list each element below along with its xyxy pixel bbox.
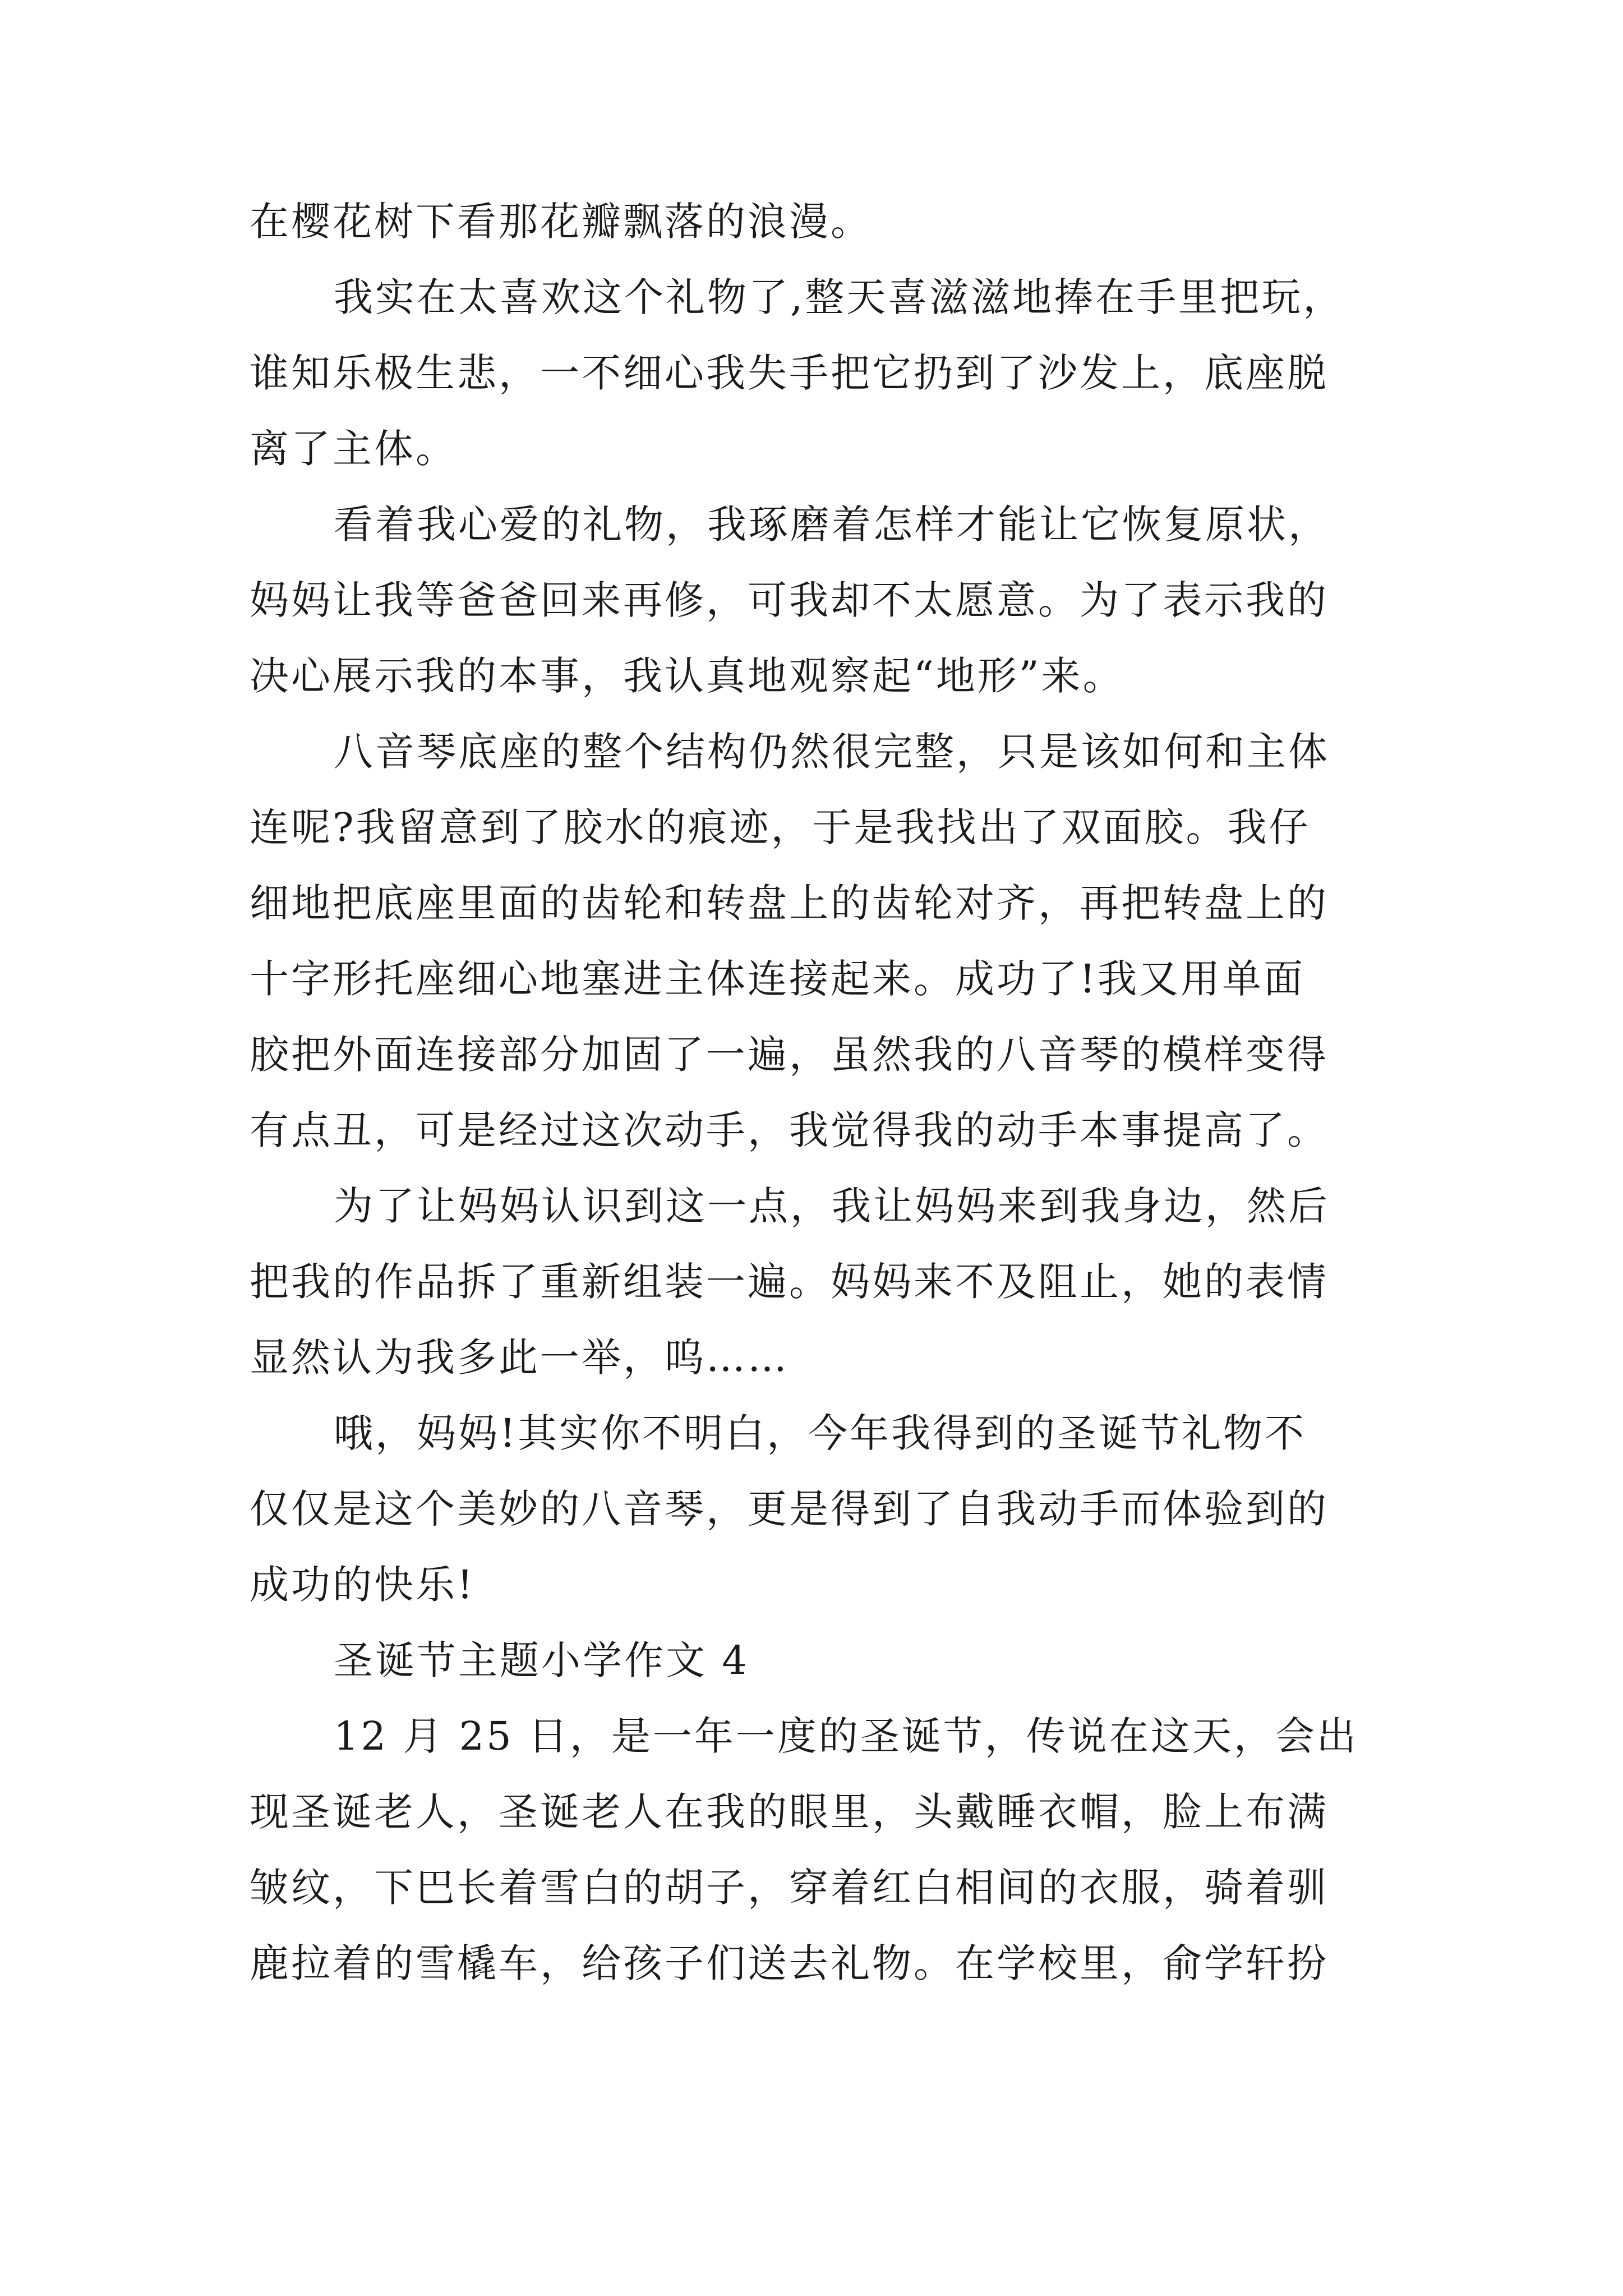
text-line: 细地把底座里面的齿轮和转盘上的齿轮对齐，再把转盘上的	[250, 880, 1329, 926]
section-heading: 圣诞节主题小学作文 4	[334, 1637, 749, 1683]
text-line: 把我的作品拆了重新组装一遍。妈妈来不及阻止，她的表情	[250, 1259, 1329, 1305]
paragraph-start-line: 12 月 25 日，是一年一度的圣诞节，传说在这天，会出	[334, 1713, 1358, 1759]
paragraph-start-line: 为了让妈妈认识到这一点，我让妈妈来到我身边，然后	[334, 1183, 1330, 1229]
text-line: 胶把外面连接部分加固了一遍，虽然我的八音琴的模样变得	[250, 1032, 1329, 1078]
text-line: 连呢?我留意到了胶水的痕迹，于是我找出了双面胶。我仔	[250, 804, 1311, 850]
text-line: 十字形托座细心地塞进主体连接起来。成功了!我又用单面	[250, 956, 1306, 1002]
text-line: 成功的快乐!	[250, 1562, 476, 1608]
paragraph-start-line: 哦，妈妈!其实你不明白，今年我得到的圣诞节礼物不	[334, 1410, 1307, 1456]
text-line: 现圣诞老人，圣诞老人在我的眼里，头戴睡衣帽，脸上布满	[250, 1789, 1329, 1835]
text-line: 妈妈让我等爸爸回来再修，可我却不太愿意。为了表示我的	[250, 577, 1329, 623]
text-line: 谁知乐极生悲，一不细心我失手把它扔到了沙发上，底座脱	[250, 350, 1329, 396]
paragraph-start-line: 八音琴底座的整个结构仍然很完整，只是该如何和主体	[334, 729, 1330, 775]
text-line: 在樱花树下看那花瓣飘落的浪漫。	[250, 199, 872, 245]
text-line: 有点丑，可是经过这次动手，我觉得我的动手本事提高了。	[250, 1107, 1329, 1153]
paragraph-start-line: 我实在太喜欢这个礼物了,整天喜滋滋地捧在手里把玩，	[334, 274, 1345, 320]
text-line: 仅仅是这个美妙的八音琴，更是得到了自我动手而体验到的	[250, 1486, 1329, 1532]
text-line: 鹿拉着的雪橇车，给孩子们送去礼物。在学校里，俞学轩扮	[250, 1940, 1329, 1986]
text-line: 离了主体。	[250, 426, 457, 472]
text-line: 显然认为我多此一举，呜……	[250, 1335, 789, 1381]
text-line: 皱纹，下巴长着雪白的胡子，穿着红白相间的衣服，骑着驯	[250, 1865, 1329, 1911]
paragraph-start-line: 看着我心爱的礼物，我琢磨着怎样才能让它恢复原状，	[334, 501, 1330, 547]
text-line: 决心展示我的本事，我认真地观察起“地形”来。	[250, 653, 1124, 699]
